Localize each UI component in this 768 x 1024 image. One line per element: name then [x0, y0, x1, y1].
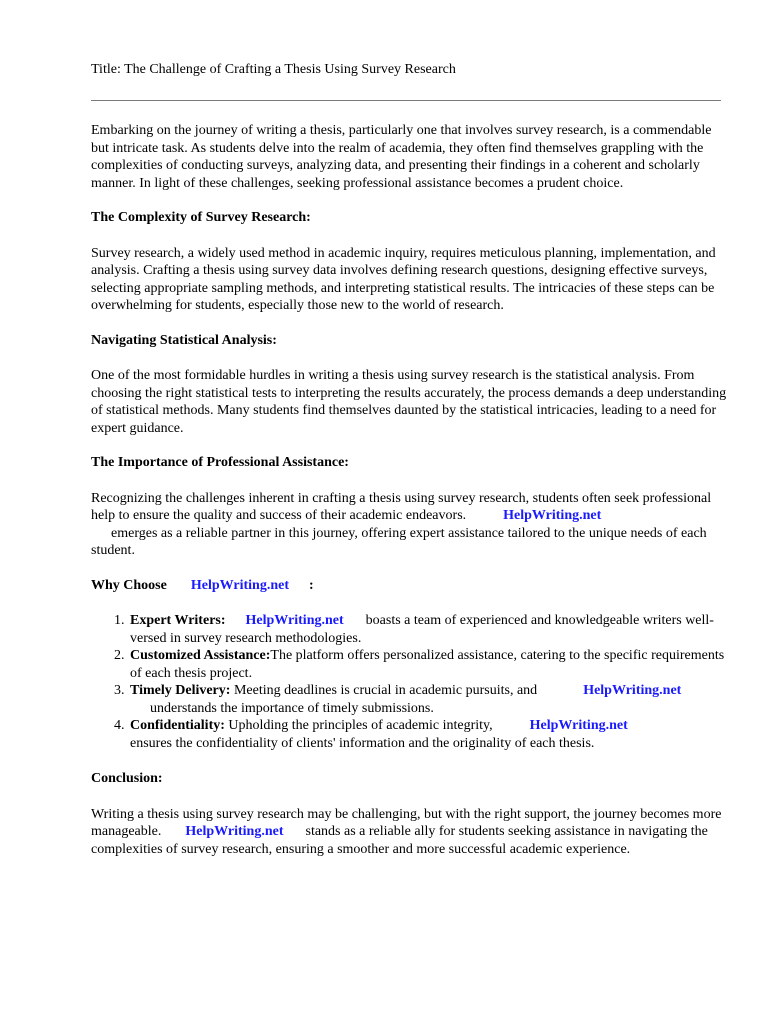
list-item	[128, 647, 731, 682]
list-item	[128, 717, 731, 752]
helpwriting-link[interactable]: HelpWriting.net	[245, 613, 344, 628]
list-item	[128, 682, 731, 717]
reason-text: The platform offers personalized assistance, catering to the specific requirements of each thesis project.	[130, 648, 725, 681]
reason-text: Meeting deadlines is crucial in academic pursuits, and	[230, 683, 538, 698]
section-body-assistance	[91, 490, 731, 560]
reason-label: Customized Assistance:	[130, 648, 271, 663]
helpwriting-link[interactable]: HelpWriting.net	[583, 683, 682, 698]
conclusion-text-after: stands as a reliable ally for students seeking assistance in navigating the complexities of survey research, ensuring a smoother and more successful academic experience.	[91, 824, 708, 857]
why-choose-suffix: :	[309, 577, 314, 593]
reason-text: ensures the confidentiality of clients' information and the originality of each thesis.	[130, 735, 595, 751]
helpwriting-link[interactable]: HelpWriting.net	[503, 508, 602, 523]
reason-label: Expert Writers:	[130, 613, 226, 628]
helpwriting-link[interactable]: HelpWriting.net	[529, 718, 628, 733]
reasons-list	[91, 612, 731, 752]
conclusion-heading: Conclusion:	[91, 771, 163, 786]
assistance-text-after: emerges as a reliable partner in this journey, offering expert assistance tailored to the unique needs of each student.	[91, 525, 707, 558]
assistance-text-before: Recognizing the challenges inherent in crafting a thesis using survey research, students often seek professional help to ensure the quality and success of their academic endeavors.	[91, 490, 712, 523]
why-choose-prefix: Why Choose	[91, 577, 167, 593]
intro-paragraph: Embarking on the journey of writing a thesis, particularly one that involves survey research, is a commendable but intricate task. As students delve into the realm of academia, they often find themselves grappling with the complexities of conducting surveys, analyzing data, and presenting their findings in a coherent and scholarly manner. In light of these challenges, seeking professional assistance becomes a prudent choice.	[91, 123, 712, 191]
reason-text: boasts a team of experienced and knowledgeable writers well-versed in survey research methodologies.	[130, 613, 714, 646]
conclusion-text-before: Writing a thesis using survey research may be challenging, but with the right support, the journey becomes more manageable.	[91, 806, 722, 839]
reason-text: Upholding the principles of academic integrity,	[224, 718, 493, 733]
list-item	[128, 612, 731, 647]
section-heading-assistance: The Importance of Professional Assistance:	[91, 455, 349, 470]
document-title: Title: The Challenge of Crafting a Thesis Using Survey Research	[91, 62, 456, 77]
title-divider	[91, 100, 721, 101]
section-heading-complexity: The Complexity of Survey Research:	[91, 210, 311, 225]
conclusion-paragraph	[91, 806, 731, 859]
reason-label: Timely Delivery:	[130, 683, 231, 698]
why-choose-heading	[91, 577, 731, 595]
document-body	[91, 122, 731, 875]
section-body-statistics: One of the most formidable hurdles in writing a thesis using survey research is the statistical analysis. From choosing the right statistical tests to interpreting the results accurately, the process demands a deep understanding of statistical methods. Many students find themselves daunted by the statistical intricacies, leading to a need for expert guidance.	[91, 368, 727, 436]
section-heading-statistics: Navigating Statistical Analysis:	[91, 332, 277, 348]
helpwriting-link[interactable]: HelpWriting.net	[185, 824, 284, 839]
reason-label: Confidentiality:	[130, 718, 225, 733]
section-body-complexity: Survey research, a widely used method in academic inquiry, requires meticulous planning, implementation, and analysis. Crafting a thesis using survey data involves defining research questions, designing effective surveys, selecting appropriate sampling methods, and interpreting statistical results. The intricacies of these steps can be overwhelming for students, especially those new to the world of research.	[91, 245, 716, 313]
reason-text: understands the importance of timely submissions.	[150, 700, 434, 716]
helpwriting-link[interactable]: HelpWriting.net	[190, 577, 289, 593]
